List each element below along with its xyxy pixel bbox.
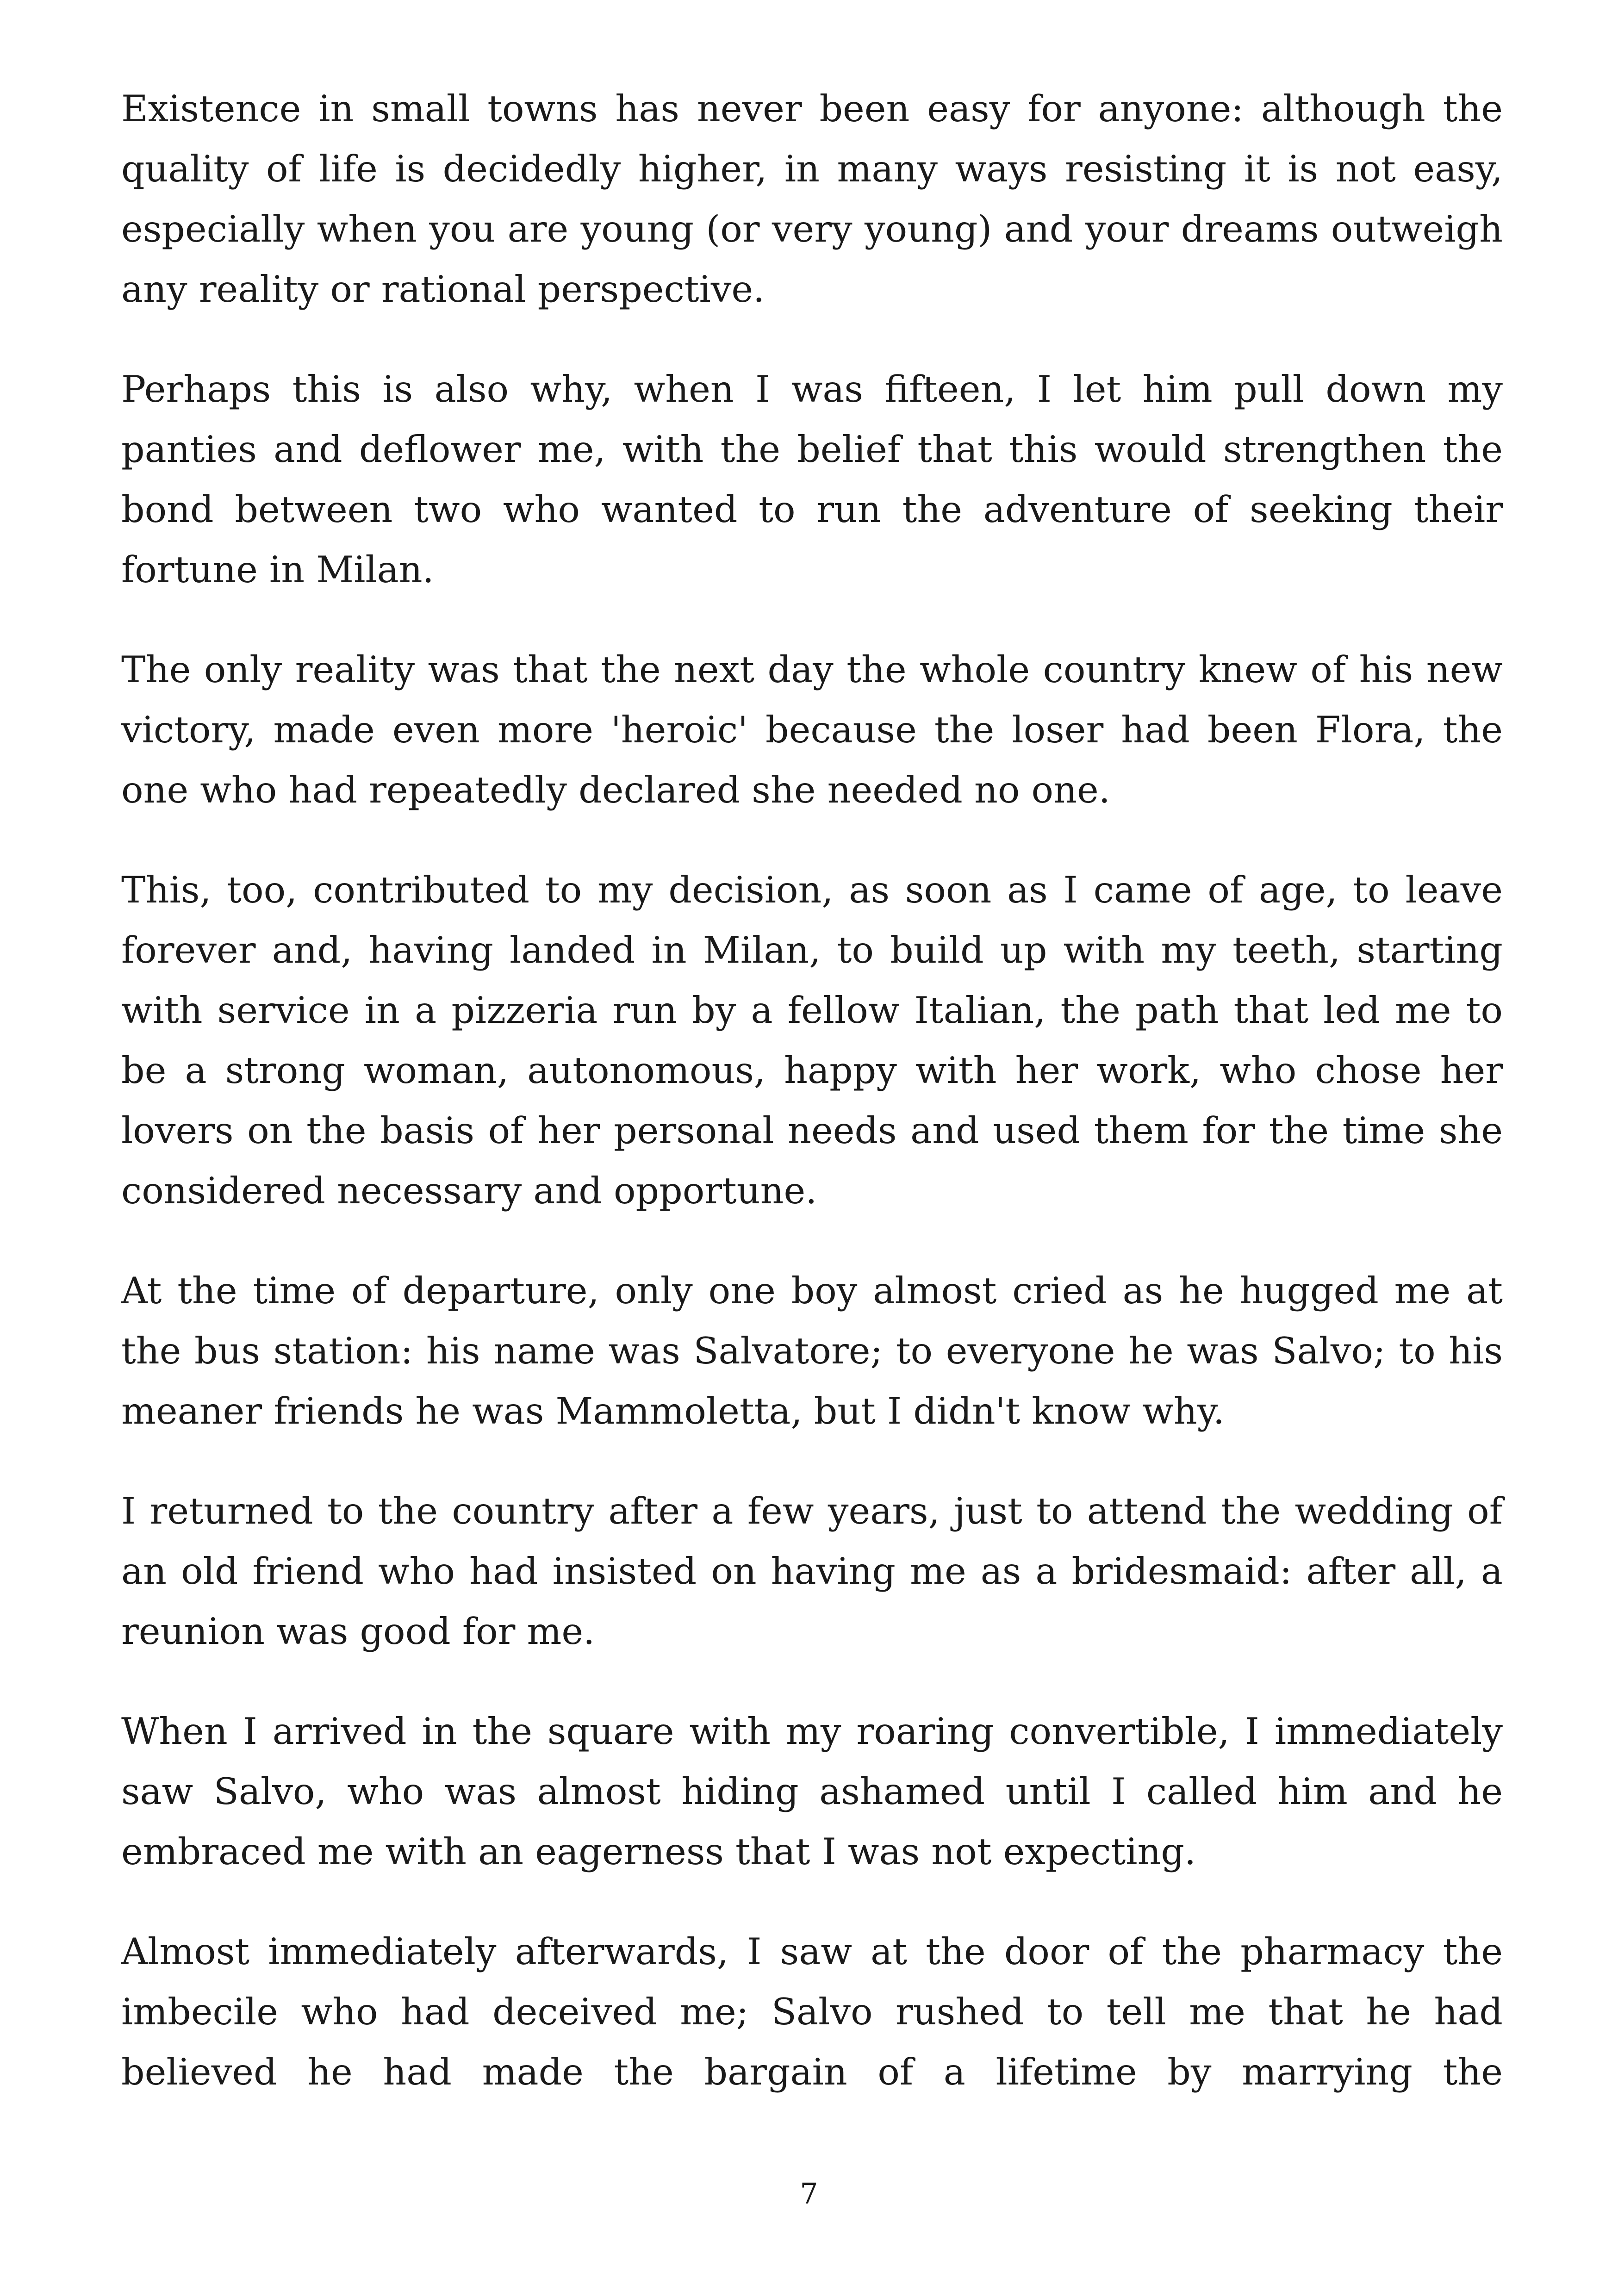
paragraph: I returned to the country after a few years, just to attend the wedding of an old friend who had insisted on having me as a bridesmaid: after all, a reunion was good for me. [121, 1490, 1503, 1653]
paragraph: When I arrived in the square with my roaring convertible, I immediately saw Salvo, who was almost hiding ashamed until I called him and he embraced me with an eagerness that I was not expecting. [121, 1710, 1503, 1873]
page-number: 7 [800, 2177, 818, 2210]
paragraph: This, too, contributed to my decision, as soon as I came of age, to leave forever and, having landed in Milan, to build up with my teeth, starting with service in a pizzeria run by a fellow Italian, the path that led me to be a strong woman, autonomous, happy with her work, who chose her lovers on the basis of her personal needs and used them for the time she considered necessary and opportune. [121, 869, 1503, 1212]
page-body [121, 79, 1503, 2142]
paragraph: Existence in small towns has never been easy for anyone: although the quality of life is decidedly higher, in many ways resisting it is not easy, especially when you are young (or very young) and your dreams outweigh any reality or rational perspective. [121, 87, 1503, 311]
paragraph: Perhaps this is also why, when I was fifteen, I let him pull down my panties and deflower me, with the belief that this would strengthen the bond between two who wanted to run the adventure of seeking their fortune in Milan. [121, 368, 1503, 591]
paragraph: The only reality was that the next day the whole country knew of his new victory, made even more 'heroic' because the loser had been Flora, the one who had repeatedly declared she needed no one. [121, 648, 1503, 811]
paragraph: At the time of departure, only one boy almost cried as he hugged me at the bus station: his name was Salvatore; to everyone he was Salvo; to his meaner friends he was Mammoletta, but I didn't know why. [121, 1269, 1503, 1432]
paragraph: Almost immediately afterwards, I saw at the door of the pharmacy the imbecile who had deceived me; Salvo rushed to tell me that he had believed he had made the bargain of a lifetime by marrying the [121, 1930, 1503, 2093]
